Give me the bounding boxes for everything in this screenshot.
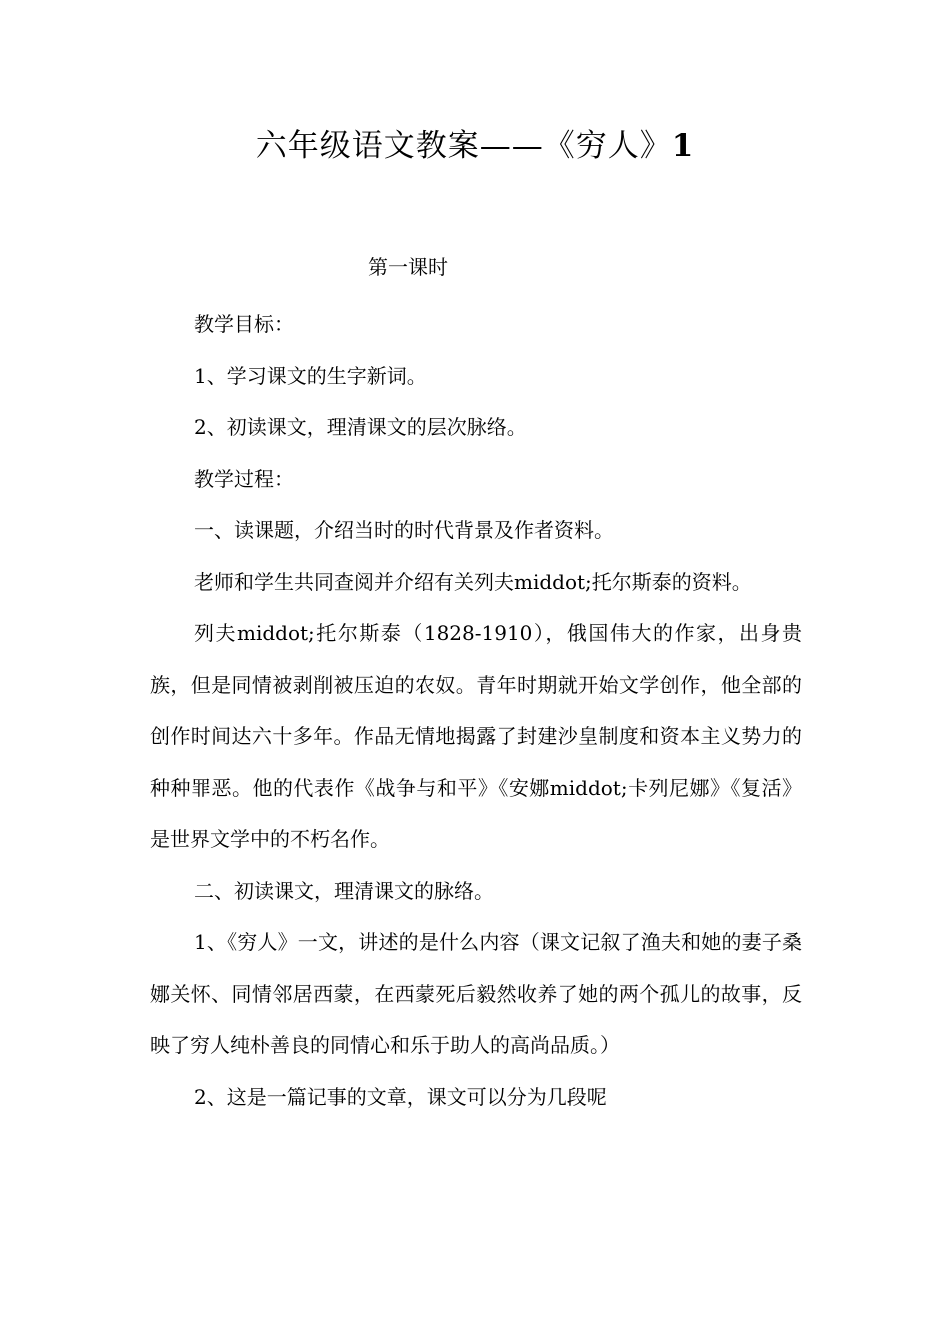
paragraph-step-2-heading: 二、初读课文，理清课文的脉络。 [194,878,494,903]
document-title-number: 1 [671,128,695,164]
document-title-text: 六年级语文教案——《穷人》 [255,128,672,164]
paragraph-teaching-process-heading: 教学过程： [194,466,294,491]
paragraph-teaching-goals-heading: 教学目标： [194,312,294,336]
paragraph-step-1-heading: 一、读课题，介绍当时的时代背景及作者资料。 [194,518,614,542]
paragraph-author-research: 老师和学生共同查阅并介绍有关列夫middot;托尔斯泰的资料。 [194,569,752,594]
document-title [0,126,950,166]
document-body [150,299,802,1123]
section-heading: 第一课时 [368,255,448,279]
paragraph-question-1: 1、《穷人》一文，讲述的是什么内容（课文记叙了渔夫和她的妻子桑娜关怀、同情邻居西蒙，在西蒙死后毅然收养了她的两个孤儿的故事，反映了穷人纯朴善良的同情心和乐于助人的高尚品质。） [150,930,802,1057]
paragraph-goal-2: 2、初读课文，理清课文的层次脉络。 [194,415,527,439]
paragraph-author-bio: 列夫middot;托尔斯泰（1828-1910），俄国伟大的作家，出身贵族，但是同情被剥削被压迫的农奴。青年时期就开始文学创作，他全部的创作时间达六十多年。作品无情地揭露了封建沙皇制度和资本主义势力的种种罪恶。他的代表作《战争与和平》《安娜middot;卡列尼娜》《复活》是世界文学中的不朽名作。 [150,621,802,851]
paragraph-question-2: 2、这是一篇记事的文章，课文可以分为几段呢 [194,1084,607,1109]
paragraph-goal-1: 1、学习课文的生字新词。 [194,363,427,388]
